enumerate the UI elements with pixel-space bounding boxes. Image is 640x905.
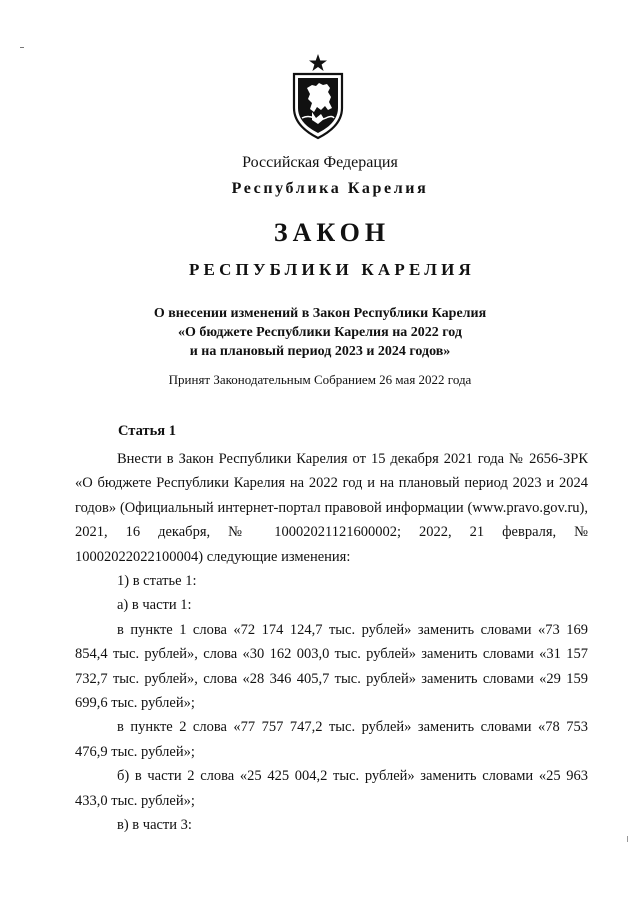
law-name (0, 304, 640, 361)
scan-mark (627, 836, 628, 842)
document-subtitle: РЕСПУБЛИКИ КАРЕЛИЯ (188, 260, 476, 279)
law-name-line: и на плановый период 2023 и 2024 годов» (189, 344, 451, 359)
republic-name: Республика Карелия (231, 180, 429, 197)
article-paragraph: а) в части 1: (117, 597, 192, 614)
article-paragraph: в пункте 1 слова «72 174 124,7 тыс. рублей» заменить словами «73 169 854,4 тыс. рублей», слова «30 162 003,0 тыс. рублей» заменить словами «31 157 732,7 тыс. рублей», слова «28 346 405,7 тыс. рублей» заменить словами «29 159 699,6 тыс. рублей»; (75, 621, 588, 712)
article-paragraph: 1) в статье 1: (117, 573, 197, 590)
article-body (75, 447, 588, 838)
article-heading: Статья 1 (118, 423, 176, 439)
article-paragraph: Внести в Закон Республики Карелия от 15 декабря 2021 года № 2656-ЗРК «О бюджете Республики Карелия на 2022 год и на плановый период 2023 и 2024 годов» (Официальный интернет-портал правовой информации (www.pravo.gov.ru), 2021, 16 декабря, № 10002021121600002; 2022, 21 февраля, № 10002022022100004) следующие изменения: (75, 451, 588, 565)
document-title: ЗАКОН (273, 218, 391, 247)
law-name-line: О внесении изменений в Закон Республики Карелия (153, 306, 487, 321)
scan-mark (20, 47, 24, 48)
adoption-note: Принят Законодательным Собранием 26 мая 2022 года (168, 372, 472, 387)
article-paragraph: в пункте 2 слова «77 757 747,2 тыс. рублей» заменить словами «78 753 476,9 тыс. рублей»; (75, 719, 588, 760)
country-name: Российская Федерация (242, 154, 398, 171)
law-name-line: «О бюджете Республики Карелия на 2022 год (178, 325, 462, 340)
article-paragraph: в) в части 3: (117, 817, 192, 834)
article-paragraph: б) в части 2 слова «25 425 004,2 тыс. рублей» заменить словами «25 963 433,0 тыс. рублей»; (75, 768, 588, 809)
karelia-coat-of-arms-icon (288, 52, 348, 140)
